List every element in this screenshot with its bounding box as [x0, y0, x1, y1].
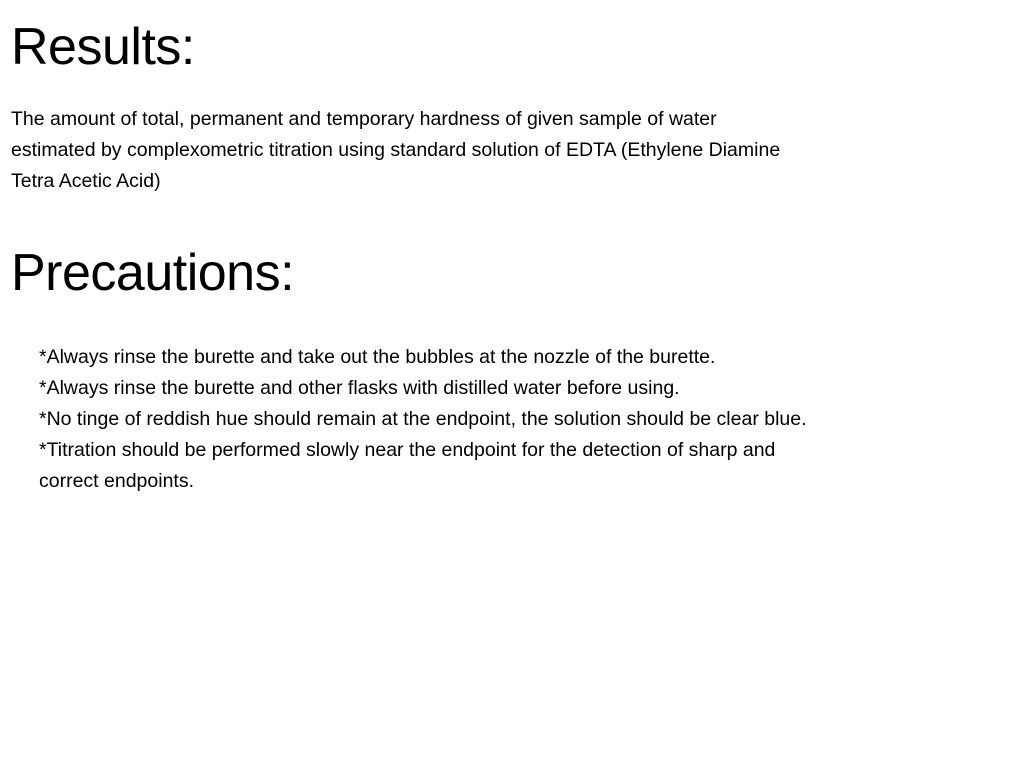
precautions-list [39, 342, 1014, 497]
precaution-line: *No tinge of reddish hue should remain at the endpoint, the solution should be clear blue. [39, 408, 807, 430]
precaution-line: correct endpoints. [39, 470, 195, 492]
results-line: Tetra Acetic Acid) [11, 170, 161, 192]
precaution-item [39, 373, 1014, 404]
results-line: The amount of total, permanent and temporary hardness of given sample of water [11, 108, 717, 130]
results-heading: Results: [11, 18, 195, 76]
precaution-line: *Always rinse the burette and other flasks with distilled water before using. [39, 377, 680, 399]
results-paragraph [11, 104, 971, 197]
precaution-item [39, 342, 1014, 373]
results-line: estimated by complexometric titration using standard solution of EDTA (Ethylene Diamine [11, 139, 781, 161]
precaution-line: *Titration should be performed slowly near the endpoint for the detection of sharp and [39, 439, 776, 461]
precautions-heading: Precautions: [11, 244, 295, 302]
precaution-line: *Always rinse the burette and take out the bubbles at the nozzle of the burette. [39, 346, 716, 368]
precaution-item [39, 435, 1014, 497]
precaution-item [39, 404, 1014, 435]
